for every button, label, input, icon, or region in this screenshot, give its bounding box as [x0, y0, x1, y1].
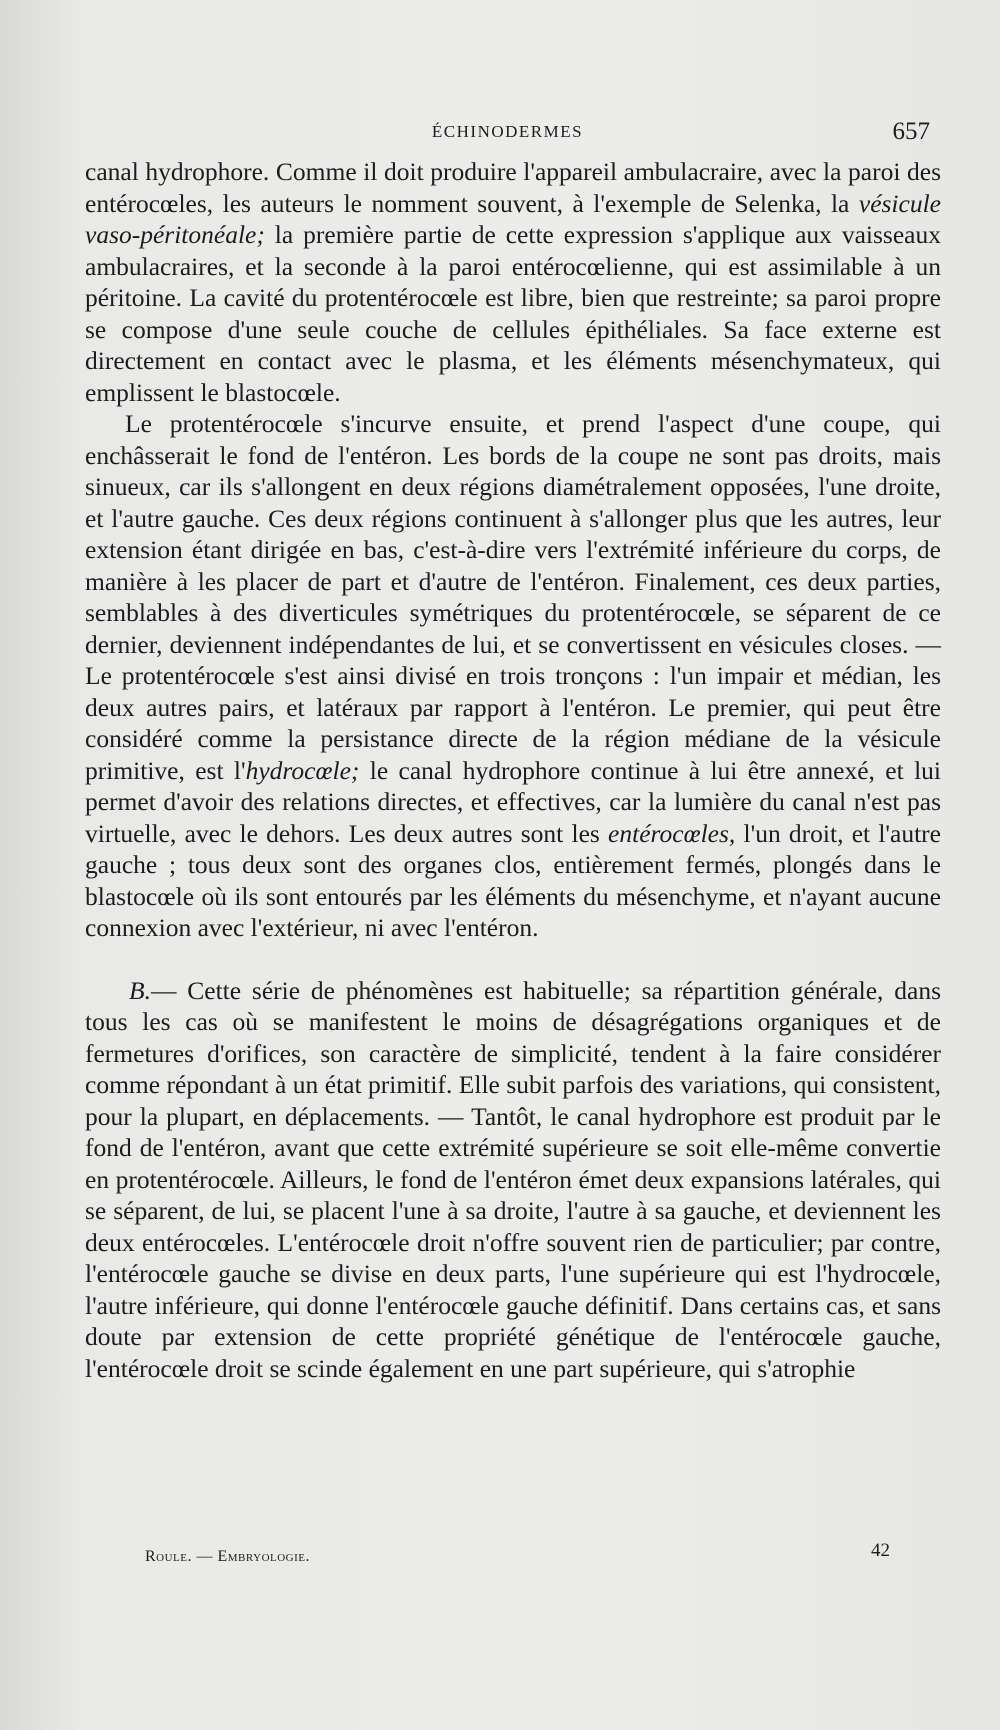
printer-signature: [145, 1548, 310, 1566]
paragraph-2: [85, 408, 941, 944]
running-head: [85, 118, 930, 148]
text-run: la première partie de cette expression s'applique aux vaisseaux ambulacraires, et la seconde à la paroi entérocœlienne, qui est assimilable à un péritoine. La cavité du protentérocœle est libre, bien que restreinte; sa paroi propre se compose d'une seule couche de cellules épithéliales. Sa face externe est directement en contact avec le plasma, et les éléments mésenchymateux, qui emplissent le blastocœle.: [85, 220, 941, 407]
paragraph-3: [85, 975, 941, 1385]
text-run: Le protentérocœle s'incurve ensuite, et prend l'aspect d'une coupe, qui enchâsserait le fond de l'entéron. Les bords de la coupe ne sont pas droits, mais sinueux, car ils s'allongent en deux régions diamétralement opposées, l'une droite, et l'autre gauche. Ces deux régions continuent à s'allonger plus que les autres, leur extension étant dirigée en bas, c'est-à-dire vers l'extrémité inférieure du corps, de manière à les placer de part et d'autre de l'entéron. Finalement, ces deux parties, semblables à des diverticules symétriques du protentérocœle, se séparent de ce dernier, deviennent indépendantes de lui, et se convertissent en vésicules closes. — Le protentérocœle s'est ainsi divisé en trois tronçons : l'un impair et médian, les deux autres pairs, et latéraux par rapport à l'entéron. Le premier, qui peut être considéré comme la persistance directe de la région médiane de la vésicule primitive, est l': [85, 409, 941, 785]
text-run: canal hydrophore. Comme il doit produire l'appareil ambulacraire, avec la paroi des entérocœles, les auteurs le nomment souvent, à l'exemple de Selenka, la: [85, 157, 941, 218]
italic-run: hydrocœle;: [245, 755, 360, 785]
body-text: [85, 156, 941, 1384]
text-run: l'un droit, et l'autre gauche ; tous deux sont des organes clos, entièrement fermés, plongés dans le blastocœle où ils sont entourés par les éléments du mésenchyme, et n'ayant aucune connexion avec l'extérieur, ni avec l'entéron.: [85, 818, 941, 942]
page-footer: [145, 1540, 890, 1570]
text-run: le canal hydrophore continue à lui être annexé, et lui permet d'avoir des relations directes, et effectives, car la lumière du canal n'est pas virtuelle, avec le dehors. Les deux autres sont les: [85, 755, 941, 848]
page-number: 657: [892, 118, 930, 145]
text-run: — Cette série de phénomènes est habituelle; sa répartition générale, dans tous les cas où se manifestent le moins de désagrégations organiques et de fermetures d'orifices, son caractère de simplicité, tendent à la faire considérer comme répondant à un état primitif. Elle subit parfois des variations, qui consistent, pour la plupart, en déplacements. — Tantôt, le canal hydrophore est produit par le fond de l'entéron, avant que cette extrémité supérieure se soit elle-même convertie en protentérocœle. Ailleurs, le fond de l'entéron émet deux expansions latérales, qui se séparent, de lui, se placent l'une à sa droite, l'autre à sa gauche, et deviennent les deux entérocœles. L'entérocœle droit n'offre souvent rien de particulier; par contre, l'entérocœle gauche se divise en deux parts, l'une supérieure qui est l'hydrocœle, l'autre inférieure, qui donne l'entérocœle gauche définitif. Dans certains cas, et sans doute par extension de cette propriété génétique de l'entérocœle gauche, l'entérocœle droit se scinde également en une part supérieure, qui s'atrophie: [85, 975, 941, 1383]
italic-run: B.: [129, 975, 151, 1005]
italic-run: entérocœles,: [608, 818, 736, 848]
paragraph-1: [85, 156, 941, 408]
sheet-number: 42: [871, 1540, 890, 1561]
italic-run: vésicule vaso-péritonéale;: [85, 188, 941, 249]
running-title: ÉCHINODERMES: [431, 122, 584, 141]
signature-text: Roule. — Embryologie.: [145, 1548, 310, 1565]
